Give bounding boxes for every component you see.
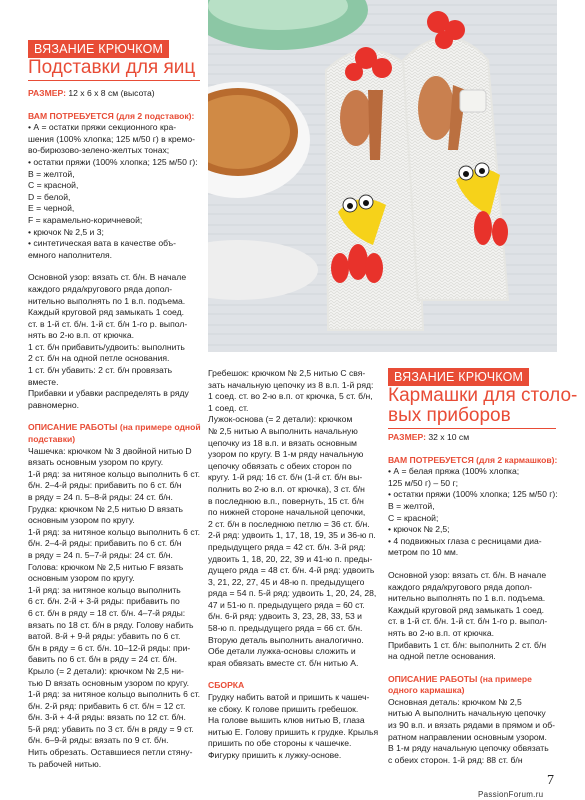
text-line: вязать по 18 ст. б/н в ряду. Голову набить (28, 619, 194, 630)
text-line: В 1-м ряду начальную цепочку обвязать (388, 743, 549, 754)
text-line: Основной узор: вязать ст. б/н. В начале (28, 272, 187, 283)
text-line: 2 ст. б/н на одной петле основания. (28, 353, 170, 364)
text-line: Е = черной, (28, 203, 75, 214)
text-line: ватой. 8-й + 9-й ряды: убавить по 6 ст. (28, 631, 181, 642)
text-line: ть рабочей нитью. (28, 758, 102, 769)
left-column (28, 88, 206, 770)
materials-list (28, 122, 206, 261)
text-line: б/н. 6-й ряд: удвоить 3, 23, 28, 33, 53 и (208, 611, 362, 622)
text-line: Прибавить 1 ст. б/н: выполнить 2 ст. б/н (388, 639, 547, 650)
text-line: 125 м/50 г) – 50 г; (388, 477, 458, 488)
text-line: на одной петле основания. (388, 651, 496, 662)
text-line: 1 соед. ст. во 2-ю в.п. от крючка, 5 ст. б/н, (208, 391, 373, 402)
text-line: 47 и 51-ю п. предыдущего ряда = 60 ст. (208, 599, 365, 610)
text-line: в ряду = 24 п. 5–7-й ряды: 24 ст. б/н. (28, 549, 173, 560)
text-line: дущего ряда = 48 ст. б/н. 4-й ряд: удвоить (208, 565, 375, 576)
text-line: вместе. (28, 376, 59, 387)
text-line: В = желтой, (28, 168, 75, 179)
text-line: нитью А выполнить начальную цепочку (388, 708, 546, 719)
text-line: из 90 в.п. и вязать рядами в прямом и об- (388, 720, 556, 731)
text-line: 6 ст. б/н в ряду = 18 ст. б/н. 4–7-й ряды: (28, 607, 186, 618)
text-line: Лужок-основа (= 2 детали): крючком (208, 414, 353, 425)
text-line: Крыло (= 2 детали): крючком № 2,5 ни- (28, 665, 184, 676)
text-line: С = красной; (388, 512, 439, 523)
text-line: Голова: крючком № 2,5 нитью F вязать (28, 561, 184, 572)
description-heading-right: ОПИСАНИЕ РАБОТЫ (на примере (388, 673, 532, 684)
text-line: Нить обрезать. Оставшиеся петли стяну- (28, 747, 193, 758)
text-line: ратном направлении основным узором. (388, 731, 547, 742)
text-line: Каждый круговой ряд замыкать 1 соед. (388, 604, 545, 615)
text-line: Каждый круговой ряд замыкать 1 соед. (28, 307, 185, 318)
description-heading: ОПИСАНИЕ РАБОТЫ (на примере одной (28, 422, 201, 433)
materials-list-right (388, 466, 560, 559)
text-line: нитью Е. Голову пришить к грудке. Крылья (208, 726, 379, 737)
section-tag-right: ВЯЗАНИЕ КРЮЧКОМ (388, 368, 529, 386)
text-line: На голове вышить клюв нитью В, глаза (208, 715, 365, 726)
text-line: Вторую деталь выполнить аналогично. (208, 634, 364, 645)
text-line: Прибавки и убавки распределять в ряду (28, 388, 189, 399)
size-label: РАЗМЕР: (28, 88, 66, 98)
text-line: узором по кругу. В 1-м ряду начальную (208, 449, 364, 460)
text-line: С = красной, (28, 180, 79, 191)
text-line: 2-й ряд: удвоить 1, 17, 18, 19, 35 и 36-ю п. (208, 530, 376, 541)
page-number: 7 (547, 773, 554, 788)
text-line: ст. в 1-й ст. б/н. 1-й ст. б/н 1-го р. выпол- (388, 616, 548, 627)
text-line: Гребешок: крючком № 2,5 нитью С свя- (208, 368, 366, 378)
text-line: б/н. 3-й + 4-й ряды: вязать по 12 ст. б/н. (28, 712, 186, 723)
text-line: Основной узор: вязать ст. б/н. В начале (388, 569, 547, 580)
text-line: F = карамельно-коричневой; (28, 214, 143, 225)
title-divider-right (388, 428, 556, 429)
description-heading-2: подставки) (28, 434, 76, 445)
article-title-left: Подставки для яиц (28, 57, 196, 78)
site-watermark: PassionForum.ru (478, 790, 544, 799)
description-text (28, 446, 206, 771)
size-row-right: РАЗМЕР: 32 х 10 см (388, 432, 470, 442)
text-line: нительно выполнять по 1 в.п. подъема. (28, 295, 186, 306)
text-line: 3, 21, 22, 27, 45 и 48-ю п. предыдущего (208, 576, 365, 587)
text-line: 1 ст. б/н убавить: 2 ст. б/н провязать (28, 365, 173, 376)
text-line: во-бирюзово-зелено-желтых тонах; (28, 145, 170, 156)
text-line: 5-й ряд: убавить по 3 ст. б/н в ряду = 9 ст. (28, 723, 194, 734)
text-line: вязать основным узором по кругу. (28, 457, 164, 468)
text-line: Фигурку пришить к лужку-основе. (208, 750, 342, 760)
text-line: 1-й ряд: за нитяное кольцо выполнить 6 ст. (28, 468, 201, 479)
size-value: 12 х 6 х 8 см (высота) (68, 88, 155, 98)
article-title-right: Кармашки для столо- вых приборов (388, 385, 578, 426)
text-line: нять во 2-ю в.п. от крючка. (388, 627, 494, 638)
text-line: края обвязать вместе ст. б/н нитью А. (208, 657, 359, 668)
text-line: 1 соед. ст. (208, 402, 249, 413)
text-line: • А = остатки пряжи секционного кра- (28, 122, 177, 133)
middle-text (208, 368, 380, 669)
text-line: Грудку набить ватой и пришить к чашеч- (208, 692, 370, 703)
text-line: • остатки пряжи (100% хлопка; 125 м/50 г): (388, 489, 558, 500)
text-line: полнить во 2-ю в.п. от крючка), 3 ст. б/н (208, 483, 365, 494)
text-line: 1-й ряд: за нитяное кольцо выполнить (28, 584, 181, 595)
text-line: Грудка: крючком № 2,5 нитью D вязать (28, 503, 183, 514)
title-divider-left (28, 80, 200, 81)
right-column (388, 432, 560, 766)
text-line: б/н. 6–9-й ряды: вязать по 9 ст. б/н. (28, 735, 169, 746)
text-line: • крючок № 2,5 и 3; (28, 226, 104, 237)
text-line: 6 ст. б/н. 2-й + 3-й ряды: прибавить по (28, 596, 180, 607)
text-line: каждого ряда/кругового ряда допол- (388, 581, 533, 592)
text-line: б/н в ряду = 6 ст. б/н. 10–12-й ряды: при- (28, 642, 191, 653)
spoon-shape (340, 90, 372, 146)
text-line: предыдущего ряда = 42 ст. б/н. 3-й ряд: (208, 541, 366, 552)
text-line: • А = белая пряжа (100% хлопка; (388, 466, 520, 477)
text-line: 1-й ряд: за нитяное кольцо выполнить 6 ст. (28, 526, 201, 537)
section-tag-left: ВЯЗАНИЕ КРЮЧКОМ (28, 40, 169, 58)
materials-heading-right: ВАМ ПОТРЕБУЕТСЯ (для 2 кармашков): (388, 454, 558, 465)
text-line: б/н. 2–4-й ряды: прибавить по 6 ст. б/н (28, 538, 182, 549)
text-line: ст. в 1-й ст. б/н. 1-й ст. б/н 1-го р. выпол- (28, 318, 188, 329)
text-line: с обеих сторон. 1-й ряд: 88 ст. б/н (388, 754, 523, 765)
text-line: равномерно. (28, 399, 80, 410)
text-line: ке сбоку. К голове пришить гребешок. (208, 703, 359, 714)
text-line: шения (100% хлопка; 125 м/50 г) в кремо- (28, 133, 196, 144)
text-line: б/н. 2-й ряд: прибавить 6 ст. б/н = 12 ст. (28, 700, 186, 711)
text-line: 58-ю п. предыдущего ряда = 66 ст. б/н. (208, 623, 363, 634)
text-line: емного наполнителя. (28, 249, 113, 260)
text-line: Обе детали лужка-основы сложить и (208, 646, 356, 657)
text-line: удвоить 1, 18, 20, 22, 39 и 41-ю п. преды- (208, 553, 373, 564)
materials-heading: ВАМ ПОТРЕБУЕТСЯ (для 2 подставок): (28, 110, 195, 121)
text-line: зать начальную цепочку из 8 в.п. 1-й ряд: (208, 379, 374, 390)
photo-illustration (208, 0, 557, 352)
text-line: бавить по 6 ст. б/н в ряду = 24 ст. б/н. (28, 654, 177, 665)
text-line: • 4 подвижных глаза с ресницами диа- (388, 535, 542, 546)
text-line: • остатки пряжи (100% хлопка; 125 м/50 г): (28, 156, 198, 167)
text-line: D = белой, (28, 191, 71, 202)
size-row (28, 88, 206, 100)
text-line: № 2,5 нитью А выполнить начальную (208, 425, 358, 436)
description-heading-right-2: одного кармашка) (388, 685, 465, 696)
text-line: цепочку из 18 в.п. и вязать основным (208, 437, 357, 448)
text-line: 1-й ряд: за нитяное кольцо выполнить 6 ст. (28, 689, 201, 700)
text-line: В = желтой, (388, 500, 435, 511)
text-line: 1 ст. б/н прибавить/удвоить: выполнить (28, 341, 185, 352)
text-line: тью D вязать основным узором по кругу. (28, 677, 189, 688)
text-line: • крючок № 2,5; (388, 524, 450, 535)
pattern-text-right (388, 570, 560, 663)
text-line: основным узором по кругу. (28, 515, 135, 526)
text-line: ряда = 54 п. 5-й ряд: удвоить 1, 20, 24, 28, (208, 588, 377, 599)
text-line: по нижней стороне начальной цепочки, (208, 507, 366, 518)
text-line: 2 ст. б/н в последнюю петлю = 36 ст. б/н. (208, 518, 370, 529)
text-line: каждого ряда/кругового ряда допол- (28, 283, 173, 294)
assembly-text (208, 692, 380, 762)
text-line: б/н. 2–4-й ряды: прибавить по 6 ст. б/н (28, 480, 182, 491)
text-line: нительно выполнять по 1 в.п. подъема. (388, 593, 546, 604)
text-line: нять во 2-ю в.п. от крючка. (28, 330, 134, 341)
text-line: основным узором по кругу. (28, 573, 135, 584)
text-line: Основная деталь: крючком № 2,5 (388, 696, 522, 707)
text-line: в последнюю в.п., повернуть, 15 ст. б/н (208, 495, 364, 506)
text-line: пришить по обе стороны к чашечке. (208, 738, 352, 749)
product-photo (208, 0, 557, 352)
text-line: цепочку обвязать с обеих сторон по (208, 460, 352, 471)
assembly-heading: СБОРКА (208, 680, 245, 691)
pattern-text (28, 272, 206, 411)
text-line: метром по 10 мм. (388, 547, 459, 558)
description-text-right (388, 697, 560, 767)
text-line: Чашечка: крючком № 3 двойной нитью D (28, 445, 192, 456)
middle-column (208, 368, 380, 762)
text-line: кругу. 1-й ряд: 16 ст. б/н (1-й ст. б/н вы- (208, 472, 363, 483)
text-line: • синтетическая вата в качестве объ- (28, 238, 176, 249)
text-line: в ряду = 24 п. 5–8-й ряды: 24 ст. б/н. (28, 492, 173, 502)
